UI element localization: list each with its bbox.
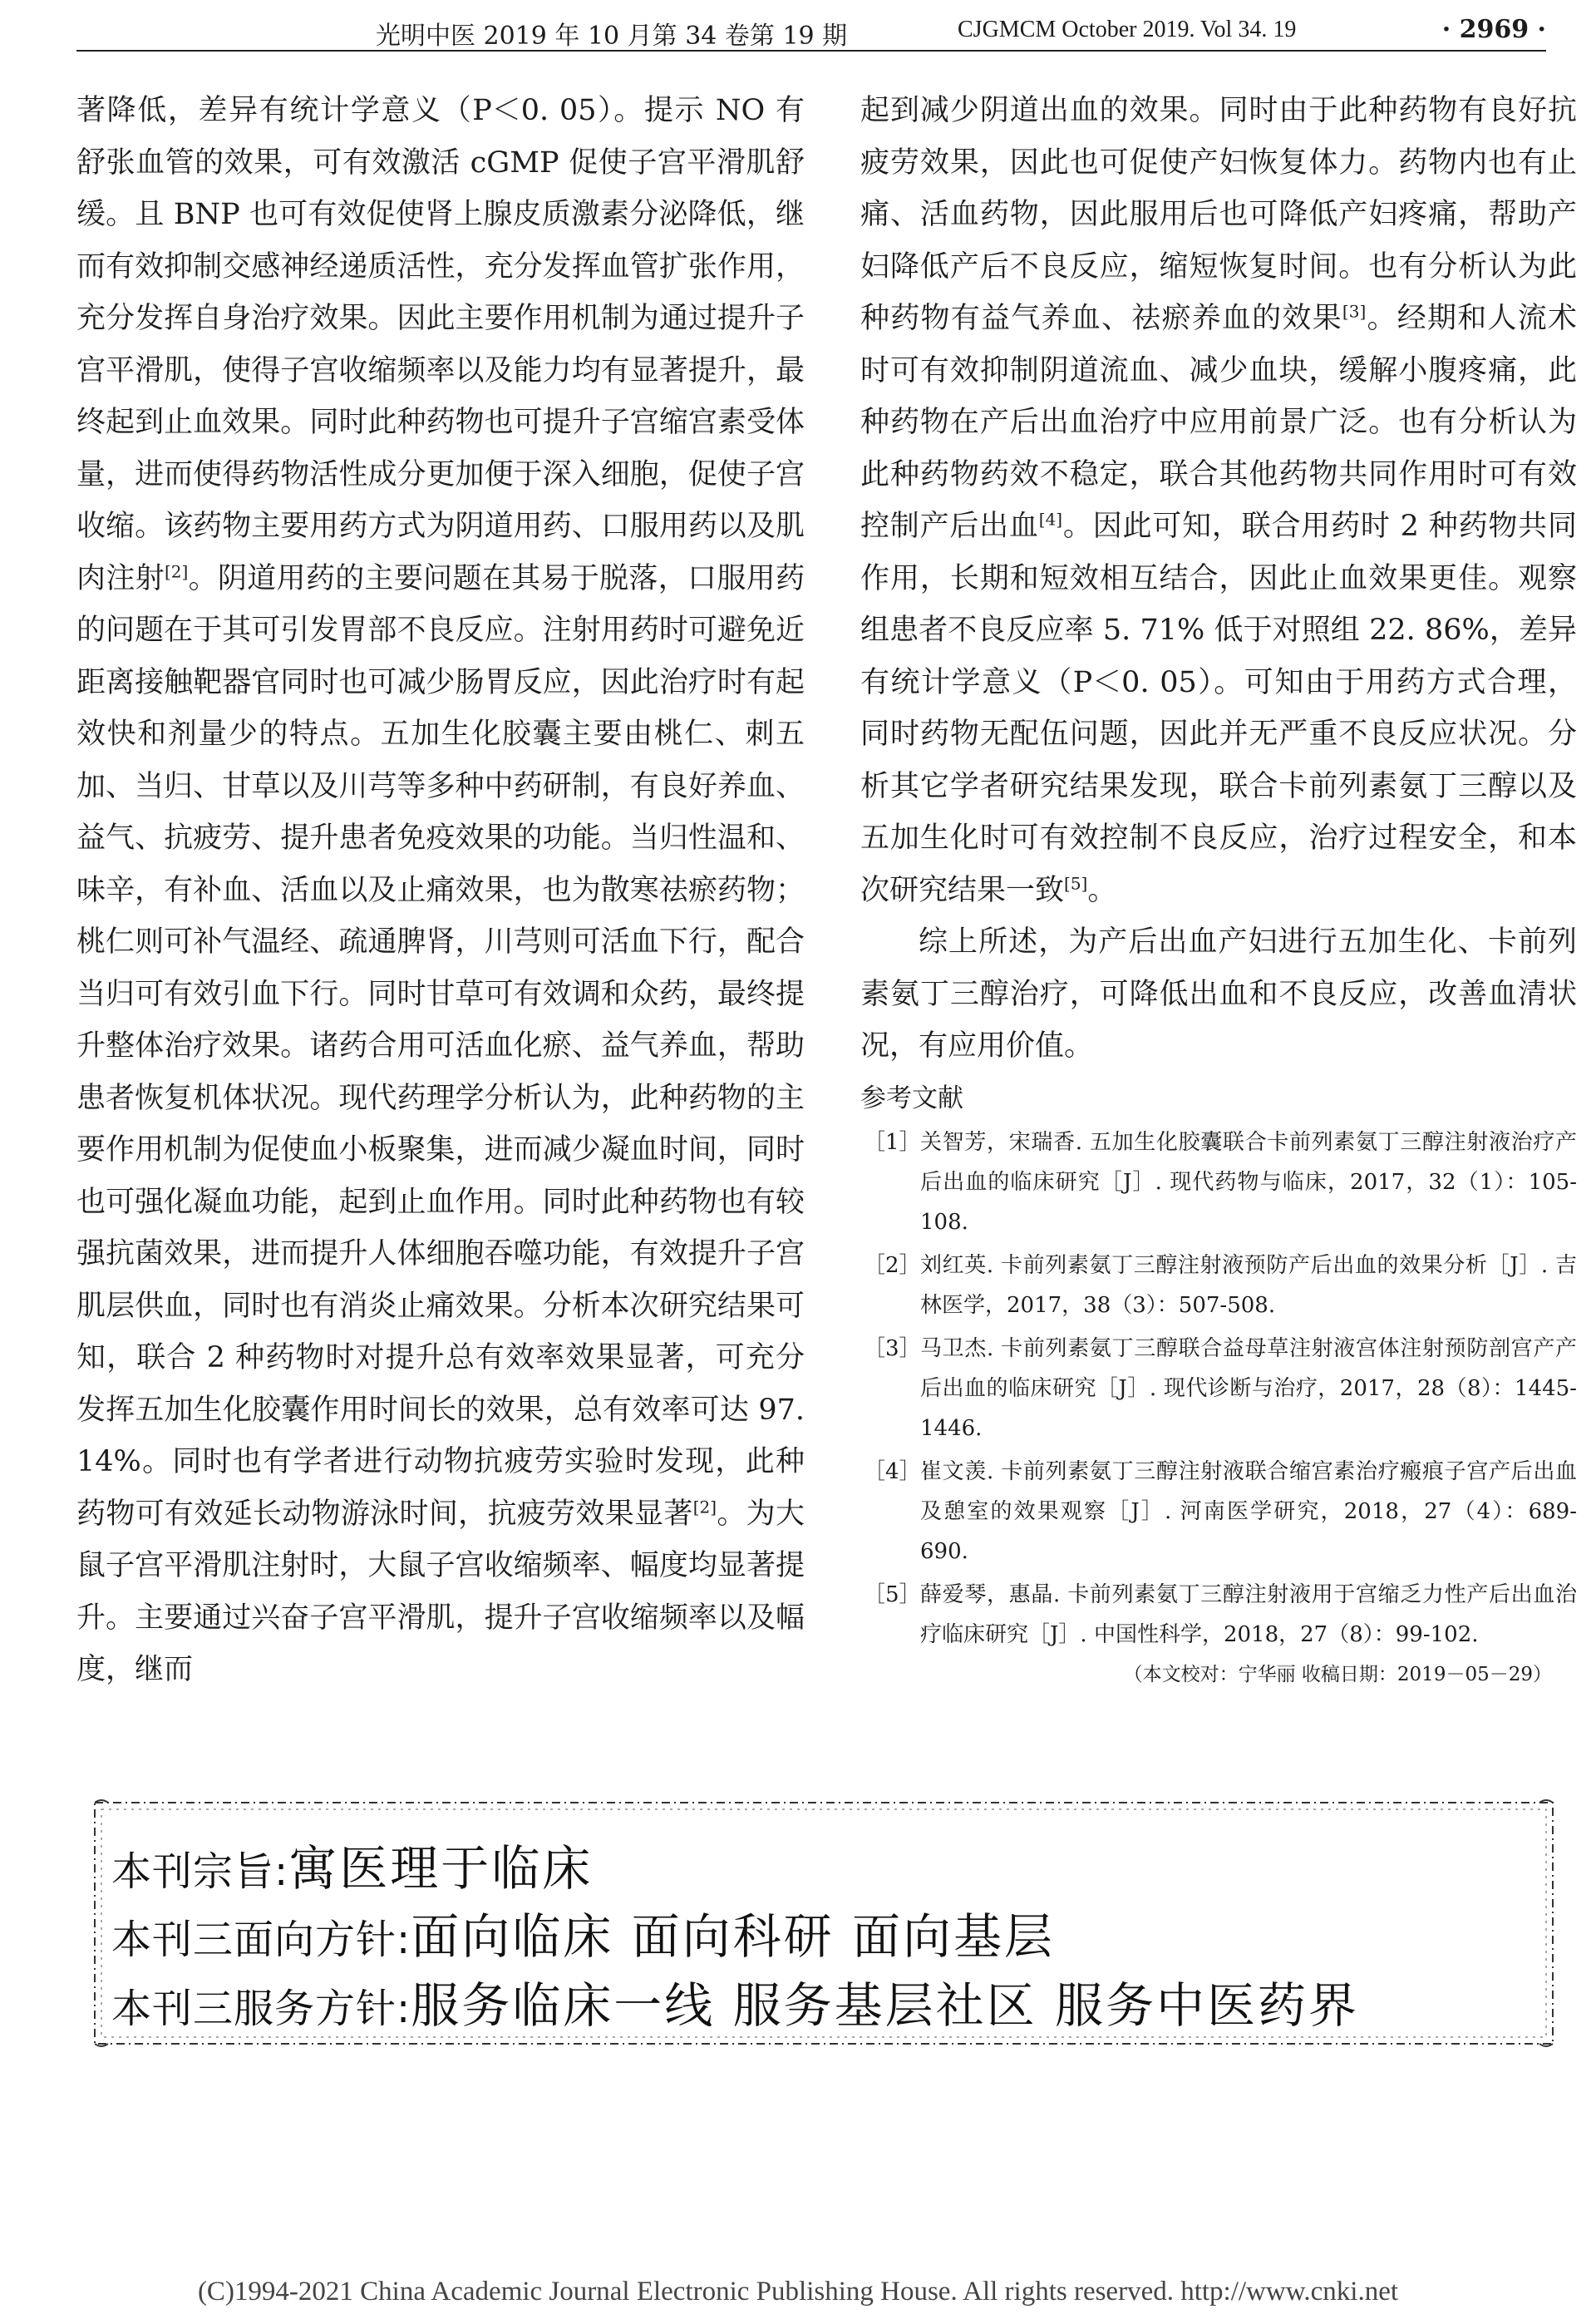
reference-text: 刘红英. 卡前列素氨丁三醇注射液预防产后出血的效果分析［J］. 吉林医学，2017，38（3）：507-508.: [920, 1252, 1577, 1318]
banner-label: 本刊宗旨:: [111, 1848, 289, 1895]
reference-text: 薛爱琴，惠晶. 卡前列素氨丁三醇注射液用于宫缩乏力性产后出血治疗临床研究［J］. 中国性科学，2018，27（8）：99-102.: [920, 1581, 1577, 1647]
reference-number: ［3］: [864, 1335, 921, 1361]
citation-marker: [4]: [1038, 509, 1063, 530]
banner-value: 寓医理于临床: [288, 1840, 594, 1897]
reference-number: ［4］: [864, 1458, 921, 1484]
text-run: 起到减少阴道出血的效果。同时由于此种药物有良好抗疲劳效果，因此也可促使产妇恢复体力。药物内也有止痛、活血药物，因此服用后也可降低产妇疼痛，帮助产妇降低产后不良反应，缩短恢复时间。也有分析认为此种药物有益气养血、祛瘀养血的效果: [860, 94, 1577, 335]
text-run: 。为大鼠子宫平滑肌注射时，大鼠子宫收缩频率、幅度均显著提升。主要通过兴奋子宫平滑肌，提升子宫收缩频率以及幅度，继而: [76, 1497, 805, 1686]
citation-marker: [5]: [1064, 872, 1088, 893]
journal-title-cn: 光明中医 2019 年 10 月第 34 卷第 19 期: [376, 22, 848, 51]
banner-value: 面向临床 面向科研 面向基层: [411, 1908, 1056, 1965]
reference-number: ［2］: [864, 1252, 921, 1278]
right-column: [860, 85, 1577, 1691]
citation-marker: [2]: [164, 560, 189, 581]
journal-motto-banner: [88, 1796, 1559, 2050]
reference-number: ［5］: [864, 1581, 921, 1607]
reference-item: [860, 1122, 1577, 1242]
body-paragraph: [860, 85, 1577, 916]
text-run: 。经期和人流术时可有效抑制阴道流血、减少血块，缓解小腹疼痛，此种药物在产后出血治疗中应用前景广泛。也有分析认为此种药物药效不稳定，联合其他药物共同作用时可有效控制产后出血: [860, 302, 1577, 543]
proofreading-note: （本文校对：宁华丽 收稿日期：2019－05－29）: [1123, 1663, 1552, 1685]
copyright-footer: (C)1994-2021 China Academic Journal Electronic Publishing House. All rights reserved. http://www.cnki.net: [197, 2277, 1399, 2307]
reference-text: 崔文羡. 卡前列素氨丁三醇注射液联合缩宫素治疗瘢痕子宫产后出血及憩室的效果观察［J］. 河南医学研究，2018，27（4）：689-690.: [920, 1458, 1577, 1564]
conclusion-paragraph: 综上所述，为产后出血产妇进行五加生化、卡前列素氨丁三醇治疗，可降低出血和不良反应，改善血清状况，有应用价值。: [860, 925, 1577, 1063]
banner-line-service: [111, 1966, 1359, 2036]
text-run: 。: [1087, 873, 1117, 907]
references-heading: 参考文献: [860, 1083, 963, 1113]
reference-item: [860, 1452, 1577, 1571]
citation-marker: [2]: [692, 1496, 717, 1517]
left-column: [76, 85, 805, 1696]
citation-marker: [3]: [1342, 301, 1367, 322]
banner-label: 本刊三面向方针:: [111, 1917, 411, 1963]
reference-text: 马卫杰. 卡前列素氨丁三醇联合益母草注射液宫体注射预防剖宫产产后出血的临床研究［J］. 现代诊断与治疗，2017，28（8）：1445-1446.: [920, 1335, 1577, 1441]
text-run: 著降低，差异有统计学意义（P＜0. 05）。提示 NO 有舒张血管的效果，可有效激活 cGMP 促使子宫平滑肌舒缓。且 BNP 也可有效促使肾上腺皮质激素分泌降低，继而有效抑制交感神经递质活性，充分发挥血管扩张作用，充分发挥自身治疗效果。因此主要作用机制为通过提升子宫平滑肌，使得子宫收缩频率以及能力均有显著提升，最终起到止血效果。同时此种药物也可提升子宫缩宫素受体量，进而使得药物活性成分更加便于深入细胞，促使子宫收缩。该药物主要用药方式为阴道用药、口服用药以及肌肉注射: [76, 94, 805, 595]
reference-item: [860, 1329, 1577, 1448]
banner-label: 本刊三服务方针:: [111, 1986, 411, 2032]
page-header: [76, 7, 1546, 52]
body-paragraph: [76, 85, 805, 1696]
page-number: · 2969 ·: [1441, 15, 1546, 44]
reference-text: 关智芳，宋瑞香. 五加生化胶囊联合卡前列素氨丁三醇注射液治疗产后出血的临床研究［J］. 现代药物与临床，2017，32（1）：105-108.: [920, 1129, 1577, 1235]
text-run: 。因此可知，联合用药时 2 种药物共同作用，长期和短效相互结合，因此止血效果更佳。观察组患者不良反应率 5. 71% 低于对照组 22. 86%，差异有统计学意义（P＜0. 05）。可知由于用药方式合理，同时药物无配伍问题，因此并无严重不良反应状况。分析其它学者研究结果发现，联合卡前列素氨丁三醇以及五加生化时可有效控制不良反应，治疗过程安全，和本次研究结果一致: [860, 510, 1577, 907]
text-run: 。阴道用药的主要问题在其易于脱落，口服用药的问题在于其可引发胃部不良反应。注射用药时可避免近距离接触靶器官同时也可减少肠胃反应，因此治疗时有起效快和剂量少的特点。五加生化胶囊主要由桃仁、刺五加、当归、甘草以及川芎等多种中药研制，有良好养血、益气、抗疲劳、提升患者免疫效果的功能。当归性温和、味辛，有补血、活血以及止痛效果，也为散寒祛瘀药物；桃仁则可补气温经、疏通脾肾，川芎则可活血下行，配合当归可有效引血下行。同时甘草可有效调和众药，最终提升整体治疗效果。诸药合用可活血化瘀、益气养血，帮助患者恢复机体状况。现代药理学分析认为，此种药物的主要作用机制为促使血小板聚集，进而减少凝血时间，同时也可强化凝血功能，起到止血作用。同时此种药物也有较强抗菌效果，进而提升人体细胞吞噬功能，有效提升子宫肌层供血，同时也有消炎止痛效果。分析本次研究结果可知，联合 2 种药物时对提升总有效率效果显著，可充分发挥五加生化胶囊作用时间长的效果，总有效率可达 97. 14%。同时也有学者进行动物抗疲劳实验时发现，此种药物可有效延长动物游泳时间，抗疲劳效果显著: [76, 561, 805, 1531]
banner-line-orientation: [111, 1897, 1055, 1967]
reference-number: ［1］: [864, 1129, 921, 1155]
banner-value: 服务临床一线 服务基层社区 服务中医药界: [411, 1977, 1360, 2034]
journal-title-en: CJGMCM October 2019. Vol 34. 19: [958, 17, 1297, 42]
banner-line-purpose: [111, 1829, 593, 1899]
reference-list: [860, 1122, 1577, 1655]
reference-item: [860, 1246, 1577, 1325]
reference-item: [860, 1575, 1577, 1655]
